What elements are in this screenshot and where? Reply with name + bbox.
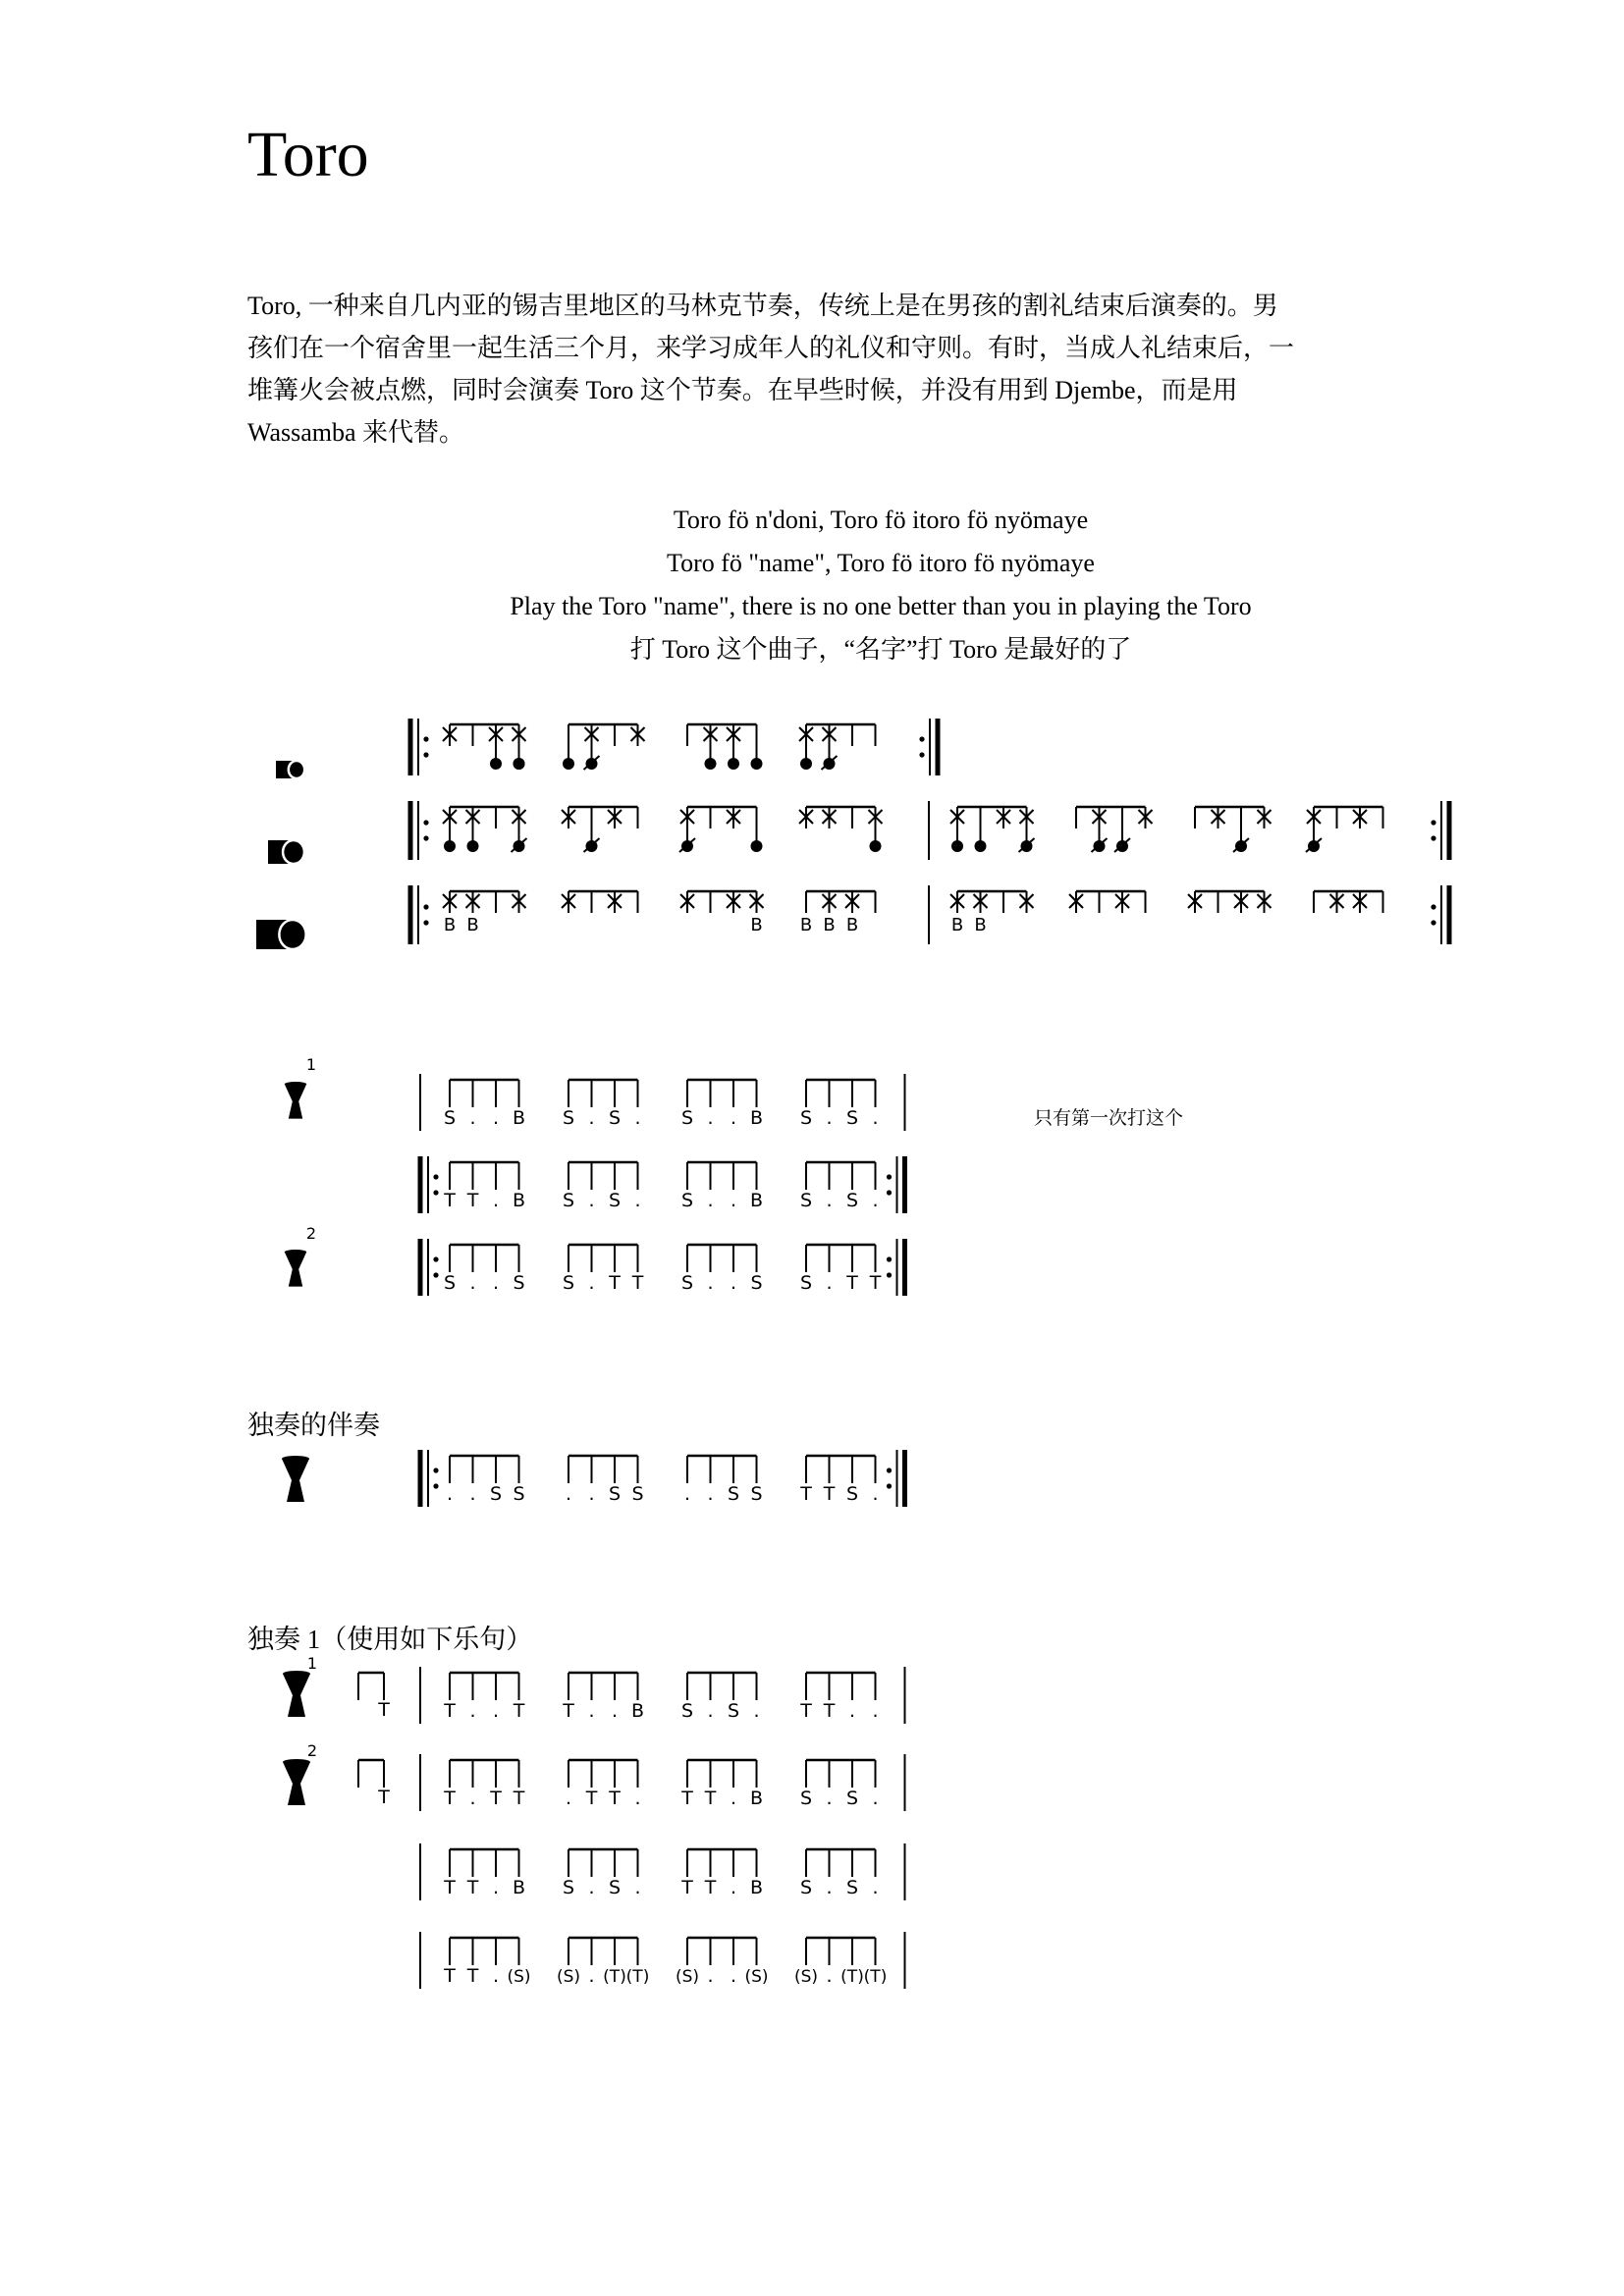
dunun-beat-group xyxy=(680,891,764,935)
beat-group xyxy=(443,1673,525,1722)
note-label: S xyxy=(680,1107,694,1129)
note-label: (T) xyxy=(625,1967,650,1987)
beat-group xyxy=(800,1849,879,1898)
note-label: S xyxy=(799,1190,813,1211)
note-label: S xyxy=(631,1483,644,1505)
note-label: (T) xyxy=(863,1967,888,1987)
beat-group xyxy=(681,1080,763,1129)
beat-group xyxy=(563,1849,641,1898)
note-label: . xyxy=(707,1107,714,1129)
note-label: S xyxy=(799,1877,813,1898)
lyric-line: Play the Toro "name", there is no one better than you in playing the Toro xyxy=(510,592,1252,620)
note-label: T xyxy=(490,1788,502,1809)
part-number: 1 xyxy=(306,1654,318,1673)
note-label: . xyxy=(730,1788,737,1809)
note-label: B xyxy=(749,1877,764,1898)
dunun-beat-group xyxy=(443,891,526,935)
repeat-dot xyxy=(433,1190,438,1195)
page-title: Toro xyxy=(247,119,369,190)
note-label: T xyxy=(585,1788,598,1809)
note-label: T xyxy=(823,1483,836,1505)
beat-group xyxy=(800,1245,882,1294)
note-label: . xyxy=(707,1965,714,1987)
note-label: S xyxy=(680,1272,694,1294)
repeat-dot xyxy=(433,1272,438,1277)
beat-group xyxy=(566,1456,644,1505)
note-label: . xyxy=(492,1965,500,1987)
note-label: T xyxy=(444,1700,456,1722)
bell-open-note xyxy=(800,758,812,770)
djembe-body xyxy=(283,1762,310,1805)
djembe-body xyxy=(285,1252,306,1286)
note-label: (S) xyxy=(675,1967,700,1987)
beat-group xyxy=(799,1673,878,1722)
note-label: T xyxy=(444,1877,456,1898)
beat-group xyxy=(563,1245,644,1294)
beat-group xyxy=(799,1456,878,1505)
drum-head-inner xyxy=(285,923,301,945)
djembe-head xyxy=(283,1671,310,1677)
note-label: T xyxy=(823,1700,836,1722)
djembe-solo-2-icon xyxy=(283,1759,310,1805)
djembe-body xyxy=(283,1674,310,1717)
dunun-beat-group xyxy=(687,724,763,770)
note-label: S xyxy=(750,1483,763,1505)
pickup-note xyxy=(358,1673,390,1721)
note-label: T xyxy=(869,1272,882,1294)
repeat-dot xyxy=(423,820,428,825)
bell-open-note xyxy=(514,758,525,770)
djembe-2-icon xyxy=(285,1250,306,1287)
note-label: T xyxy=(563,1700,574,1722)
note-label: . xyxy=(826,1877,833,1898)
bell-open-note xyxy=(870,840,882,852)
pickup-note xyxy=(358,1760,390,1808)
beat-group xyxy=(676,1938,769,1987)
note-label: . xyxy=(565,1483,572,1505)
note-label: . xyxy=(826,1190,833,1211)
note-label: B xyxy=(749,1107,764,1129)
dunun-beat-group xyxy=(950,807,1035,852)
note-label: T xyxy=(378,1699,390,1721)
note-label: T xyxy=(609,1272,621,1294)
part-number: 1 xyxy=(305,1055,317,1074)
note-label: (S) xyxy=(556,1967,581,1987)
note-label: S xyxy=(727,1483,740,1505)
note-label: . xyxy=(730,1877,737,1898)
beat-group xyxy=(443,1938,530,1987)
note-label: T xyxy=(513,1700,525,1722)
dunun-beat-group xyxy=(562,891,638,913)
repeat-dot xyxy=(433,1174,438,1179)
note-label: . xyxy=(588,1190,595,1211)
note-label: T xyxy=(378,1787,390,1808)
bell-open-note xyxy=(705,758,717,770)
bell-open-note xyxy=(467,840,479,852)
note-label: S xyxy=(799,1272,813,1294)
note-label: . xyxy=(848,1700,856,1722)
note-label: (S) xyxy=(744,1967,769,1987)
beat-group xyxy=(566,1760,641,1809)
repeat-dot xyxy=(887,1272,892,1277)
bass-label: B xyxy=(799,915,813,935)
note-label: T xyxy=(466,1877,479,1898)
note-label: . xyxy=(492,1272,500,1294)
djembe-1-icon xyxy=(285,1082,306,1119)
djembe-body xyxy=(282,1459,309,1502)
drum-head-inner xyxy=(287,843,299,861)
repeat-dot xyxy=(433,1483,438,1488)
beat-group xyxy=(444,1245,525,1294)
note-label: S xyxy=(562,1877,575,1898)
note-label: S xyxy=(680,1700,694,1722)
djembe-solo-1-icon xyxy=(283,1671,310,1717)
djembe-head xyxy=(285,1250,306,1255)
intro-paragraph: Toro, 一种来自几内亚的锡吉里地区的马林克节奏，传统上是在男孩的割礼结束后演奏的。男 孩们在一个宿舍里一起生活三个月，来学习成年人的礼仪和守则。有时，当成人礼结束后，一 堆篝火会被点燃，同时会演奏 Toro 这个节奏。在早些时候，并没有用到 Djembe，而是用 Wassamba 来代替。 xyxy=(247,292,1295,447)
repeat-dot xyxy=(887,1256,892,1261)
dunun-beat-group xyxy=(950,891,1034,935)
note-label: B xyxy=(630,1700,645,1722)
note-label: . xyxy=(469,1788,476,1809)
note-label: S xyxy=(443,1272,457,1294)
note-label: S xyxy=(513,1483,525,1505)
djembe-head xyxy=(285,1082,306,1087)
note-label: . xyxy=(826,1272,833,1294)
note-label: (T) xyxy=(603,1967,626,1987)
note-label: . xyxy=(730,1190,737,1211)
beat-group xyxy=(444,1080,525,1129)
note-label: . xyxy=(634,1107,641,1129)
bass-label: B xyxy=(466,915,479,935)
note-label: S xyxy=(608,1877,622,1898)
note-label: S xyxy=(513,1272,525,1294)
note-label: (S) xyxy=(793,1967,819,1987)
note-label: . xyxy=(634,1877,641,1898)
dunun-beat-group xyxy=(1188,891,1272,913)
note-label: S xyxy=(799,1107,813,1129)
bass-label: B xyxy=(974,915,987,935)
beat-group xyxy=(681,1162,763,1211)
note-label: T xyxy=(846,1272,858,1294)
note-label: S xyxy=(845,1483,859,1505)
repeat-dot xyxy=(1431,820,1435,825)
bass-label: B xyxy=(950,915,964,935)
note-label: S xyxy=(608,1190,622,1211)
djembe-head xyxy=(283,1759,310,1765)
beat-group xyxy=(680,1849,763,1898)
bass-label: B xyxy=(823,915,836,935)
note-label: . xyxy=(707,1190,714,1211)
note-label: . xyxy=(492,1190,500,1211)
dunun-beat-group xyxy=(1306,807,1383,852)
lyric-line: 打 Toro 这个曲子，“名字”打 Toro 是最好的了 xyxy=(629,635,1132,664)
note-label: S xyxy=(562,1190,575,1211)
note-label: . xyxy=(730,1272,737,1294)
note-label: . xyxy=(872,1107,879,1129)
note-label: S xyxy=(799,1788,813,1809)
beat-group xyxy=(447,1456,525,1505)
note-label: . xyxy=(588,1272,595,1294)
note-label: S xyxy=(750,1272,763,1294)
beat-group xyxy=(443,1760,525,1809)
note-label: . xyxy=(872,1483,879,1505)
note-label: . xyxy=(730,1965,737,1987)
sangban-icon xyxy=(268,840,304,864)
note-label: S xyxy=(562,1272,575,1294)
bell-open-note xyxy=(563,758,574,770)
note-label: S xyxy=(845,1877,859,1898)
note-label: . xyxy=(753,1700,760,1722)
repeat-dot xyxy=(423,736,428,741)
bass-label: B xyxy=(750,915,763,935)
beat-group xyxy=(680,1760,763,1809)
note-label: . xyxy=(826,1107,833,1129)
bass-label: B xyxy=(845,915,859,935)
note-label: . xyxy=(707,1483,714,1505)
note-label: S xyxy=(608,1483,622,1505)
note-label: . xyxy=(872,1190,879,1211)
drum-head-inner xyxy=(292,763,301,776)
repeat-dot xyxy=(433,1468,438,1472)
dunun-beat-group xyxy=(1314,891,1383,913)
dunun-beat-group xyxy=(679,807,763,852)
note-label: . xyxy=(826,1788,833,1809)
note-label: T xyxy=(704,1877,717,1898)
lyric-line: Toro fö n'doni, Toro fö itoro fö nyömaye xyxy=(673,506,1089,534)
repeat-dot xyxy=(423,904,428,909)
note-label: T xyxy=(513,1788,525,1809)
bell-open-note xyxy=(951,840,963,852)
note-label: . xyxy=(634,1788,641,1809)
dununba-icon xyxy=(256,920,306,949)
beat-group xyxy=(563,1162,641,1211)
note-label: . xyxy=(588,1965,595,1987)
note-label: . xyxy=(588,1700,595,1722)
note-label: T xyxy=(800,1700,812,1722)
part-number: 2 xyxy=(305,1224,317,1243)
note-label: . xyxy=(469,1107,476,1129)
bell-open-note xyxy=(728,758,739,770)
note-label: S xyxy=(845,1107,859,1129)
kenkeni-icon xyxy=(276,761,304,778)
note-label: T xyxy=(681,1788,693,1809)
beat-group xyxy=(800,1760,879,1809)
beat-group xyxy=(562,1673,644,1722)
beat-group xyxy=(794,1938,887,1987)
dunun-beat-group xyxy=(563,724,645,770)
note-label: (S) xyxy=(507,1967,531,1987)
djembe-accompaniment-icon xyxy=(282,1456,309,1502)
repeat-dot xyxy=(423,752,428,757)
note-label: . xyxy=(565,1788,572,1809)
note-label: T xyxy=(704,1788,717,1809)
beat-group xyxy=(800,1162,879,1211)
note-label: (T) xyxy=(840,1967,864,1987)
note-label: . xyxy=(588,1483,595,1505)
note-label: B xyxy=(512,1107,526,1129)
only-first-time-note: 只有第一次打这个 xyxy=(1034,1107,1184,1129)
note-label: S xyxy=(562,1107,575,1129)
note-label: . xyxy=(872,1788,879,1809)
solo-accompaniment-heading: 独奏的伴奏 xyxy=(247,1411,380,1440)
repeat-dot xyxy=(1431,904,1435,909)
repeat-dot xyxy=(919,736,924,741)
note-label: . xyxy=(611,1700,619,1722)
note-label: . xyxy=(826,1965,833,1987)
part-number: 2 xyxy=(306,1741,318,1760)
note-label: S xyxy=(680,1190,694,1211)
repeat-dot xyxy=(423,920,428,925)
note-label: . xyxy=(492,1700,500,1722)
note-label: S xyxy=(727,1700,740,1722)
repeat-dot xyxy=(1431,920,1435,925)
note-label: . xyxy=(469,1272,476,1294)
note-label: . xyxy=(707,1700,714,1722)
repeat-dot xyxy=(1431,835,1435,840)
note-label: . xyxy=(588,1877,595,1898)
repeat-dot xyxy=(887,1468,892,1472)
note-label: T xyxy=(466,1190,479,1211)
note-label: . xyxy=(872,1700,879,1722)
repeat-dot xyxy=(423,835,428,840)
djembe-head xyxy=(282,1456,309,1462)
lyric-line: Toro fö "name", Toro fö itoro fö nyömaye xyxy=(667,549,1095,577)
note-label: B xyxy=(512,1190,526,1211)
note-label: T xyxy=(444,1190,456,1211)
dunun-beat-group xyxy=(562,807,638,852)
beat-group xyxy=(800,1080,879,1129)
note-label: . xyxy=(730,1107,737,1129)
note-label: S xyxy=(443,1107,457,1129)
bell-open-note xyxy=(751,758,763,770)
note-label: B xyxy=(512,1877,526,1898)
repeat-dot xyxy=(433,1256,438,1261)
note-label: . xyxy=(469,1700,476,1722)
bell-open-note xyxy=(444,840,456,852)
dunun-beat-group xyxy=(799,724,876,770)
note-label: S xyxy=(845,1788,859,1809)
note-label: . xyxy=(492,1107,500,1129)
dunun-beat-group xyxy=(799,807,883,852)
note-label: . xyxy=(872,1877,879,1898)
djembe-body xyxy=(285,1084,306,1118)
note-label: S xyxy=(845,1190,859,1211)
repeat-dot xyxy=(887,1190,892,1195)
note-label: S xyxy=(608,1107,622,1129)
note-label: . xyxy=(446,1483,454,1505)
note-label: . xyxy=(707,1272,714,1294)
solo-1-heading: 独奏 1（使用如下乐句） xyxy=(247,1625,533,1654)
repeat-dot xyxy=(887,1483,892,1488)
note-label: B xyxy=(749,1788,764,1809)
dunun-beat-group xyxy=(1195,807,1272,852)
note-label: B xyxy=(749,1190,764,1211)
note-label: T xyxy=(681,1877,693,1898)
note-label: T xyxy=(609,1788,621,1809)
beat-group xyxy=(443,1162,525,1211)
note-label: T xyxy=(631,1272,644,1294)
dunun-beat-group xyxy=(443,807,527,852)
note-label: . xyxy=(683,1483,691,1505)
note-label: . xyxy=(588,1107,595,1129)
bass-label: B xyxy=(443,915,457,935)
note-label: T xyxy=(800,1483,812,1505)
beat-group xyxy=(563,1080,641,1129)
beat-group xyxy=(681,1673,760,1722)
bell-open-note xyxy=(751,840,763,852)
beat-group xyxy=(681,1245,763,1294)
note-label: . xyxy=(469,1483,476,1505)
note-label: T xyxy=(444,1965,456,1987)
dunun-beat-group xyxy=(1076,807,1153,852)
dunun-beat-group xyxy=(1069,891,1146,913)
note-label: S xyxy=(489,1483,503,1505)
note-label: T xyxy=(444,1788,456,1809)
beat-group xyxy=(557,1938,649,1987)
repeat-dot xyxy=(887,1174,892,1179)
bell-open-note xyxy=(490,758,502,770)
note-label: T xyxy=(466,1965,479,1987)
repeat-dot xyxy=(919,752,924,757)
note-label: . xyxy=(492,1877,500,1898)
beat-group xyxy=(684,1456,763,1505)
bell-open-note xyxy=(975,840,987,852)
note-label: . xyxy=(634,1190,641,1211)
dunun-beat-group xyxy=(800,891,876,935)
beat-group xyxy=(443,1849,525,1898)
